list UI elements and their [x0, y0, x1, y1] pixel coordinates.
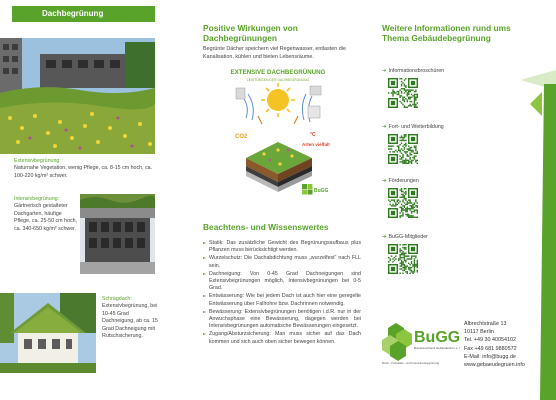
- arrow-icon: ➜: [382, 178, 387, 184]
- section-header: Dachbegrünung: [12, 6, 155, 22]
- fact-item: Dachneigung: Von 0-45 Grad Dachneigungen sind Extensivbegrünungen möglich, Intensivbegrünungen bei 0-5 Grad.: [203, 271, 361, 293]
- infographic-title: EXTENSIVE DACHBEGRÜNUNG: [230, 69, 326, 76]
- address-website[interactable]: www.gebaeudegruen.info: [464, 362, 525, 369]
- caption-intensive: [14, 196, 78, 233]
- bugg-logo: [382, 316, 460, 366]
- green-roof-infographic: [222, 66, 334, 206]
- link-funding[interactable]: [382, 178, 419, 185]
- link-training[interactable]: [382, 124, 444, 131]
- deco-stripe: [540, 84, 556, 400]
- logo-line1: Bundesverband GebäudeGrün e. V.: [414, 346, 460, 350]
- address-fax: Fax +49 681 9880572: [464, 345, 517, 352]
- fact-item: Wurzelschutz: Die Dachabdichtung muss „wurzelfest“ nach FLL sein.: [203, 255, 361, 270]
- link-label: Fort- und Weiterbildung: [388, 124, 444, 130]
- caption-sloped: [102, 296, 160, 340]
- deco-triangle: [530, 92, 542, 116]
- caption-title: Intensivbegrünung:: [14, 196, 60, 202]
- fact-item: Bewässerung: Extensivbegrünungen benötigen i.d.R. nur in der Anwuchsphase eine Bewässerung, dagegen werden bei Intensivbegrünungen automatische Bewässerungen eingesetzt.: [203, 309, 361, 331]
- temperature-label: °C: [310, 132, 316, 138]
- logo-line2: Dach-, Fassaden- und Innenraumbegrünung: [382, 361, 440, 365]
- qr-code-icon[interactable]: [388, 134, 418, 164]
- benefits-text: Begrünte Dächer speichern viel Regenwasser, entlasten die Kanalisation, kühlen und bieten Lebensräume.: [203, 46, 346, 60]
- link-label: BuGG-Mitglieder: [388, 234, 428, 240]
- infographic-subtitle: LEISTUNGEN DER DACHBEGRÜNUNG: [246, 78, 310, 82]
- arrow-icon: ➜: [382, 68, 387, 74]
- address-city: 10117 Berlin: [464, 329, 494, 336]
- address-street: Albrechtstraße 13: [464, 321, 507, 327]
- fact-item: Statik: Das zusätzliche Gewicht des Begrünungsaufbaus plus Pflanzen muss berücksichtigt werden.: [203, 240, 361, 255]
- more-info-title: Weitere Informationen rund ums Thema Gebäudebegrünung: [382, 23, 511, 43]
- qr-code-icon[interactable]: [388, 188, 418, 218]
- photo-extensive-roof: [0, 38, 155, 154]
- co2-label: CO2: [235, 134, 248, 140]
- fact-item: Entwässerung: Wie bei jedem Dach ist auch hier eine geregelte Entwässerung über Fallrohre bzw. Dachrinnen notwendig.: [203, 293, 361, 308]
- link-brochures[interactable]: [382, 68, 444, 75]
- qr-code-icon[interactable]: [388, 78, 418, 108]
- address-email[interactable]: E-Mail: info@bugg.de: [464, 353, 516, 360]
- caption-text: Extensivbegrünung, bei 10-45 Grad Dachneigung, ab ca. 15 Grad Dachneigung mit Rutschsicherung.: [102, 303, 158, 340]
- caption-text: Naturnahe Vegetation, wenig Pflege, ca. 8-15 cm hoch, ca. 100-220 kg/m² schwer.: [14, 165, 153, 179]
- arrow-icon: ➜: [382, 124, 387, 130]
- benefits-title: Positive Wirkungen von Dachbegrünungen: [203, 23, 298, 43]
- qr-code-icon[interactable]: [388, 244, 418, 274]
- contact-address: [464, 320, 525, 369]
- arrow-icon: ➜: [382, 234, 387, 240]
- photo-intensive-roof: [80, 194, 155, 274]
- caption-extensive: [14, 158, 164, 180]
- link-label: Informationsbroschüren: [388, 68, 445, 74]
- link-label: Förderungen: [388, 178, 419, 184]
- facts-title: Beachtens- und Wissenswertes: [203, 222, 329, 232]
- photo-sloped-roof: [0, 293, 96, 373]
- facts-list: [203, 240, 361, 347]
- biodiversity-label: Arten vielfalt: [302, 142, 330, 147]
- address-phone: Tel. +49 30 40054102: [464, 337, 517, 344]
- infographic-logo: BuGG: [314, 188, 329, 194]
- caption-title: Extensivbegrünung:: [14, 158, 61, 164]
- fact-item: Zugang/Absturzsicherung: Man muss sicher auf das Dach kommen und sich auch oben sicher bewegen können.: [203, 331, 361, 346]
- link-members[interactable]: [382, 234, 428, 241]
- logo-name: BuGG: [414, 329, 460, 346]
- caption-text: Gärtnerisch gestalteter Dachgarten, häufige Pflege, ca. 25-50 cm hoch, ca. 340-650 kg/m² schwer.: [14, 203, 78, 232]
- caption-title: Schrägdach:: [102, 296, 132, 302]
